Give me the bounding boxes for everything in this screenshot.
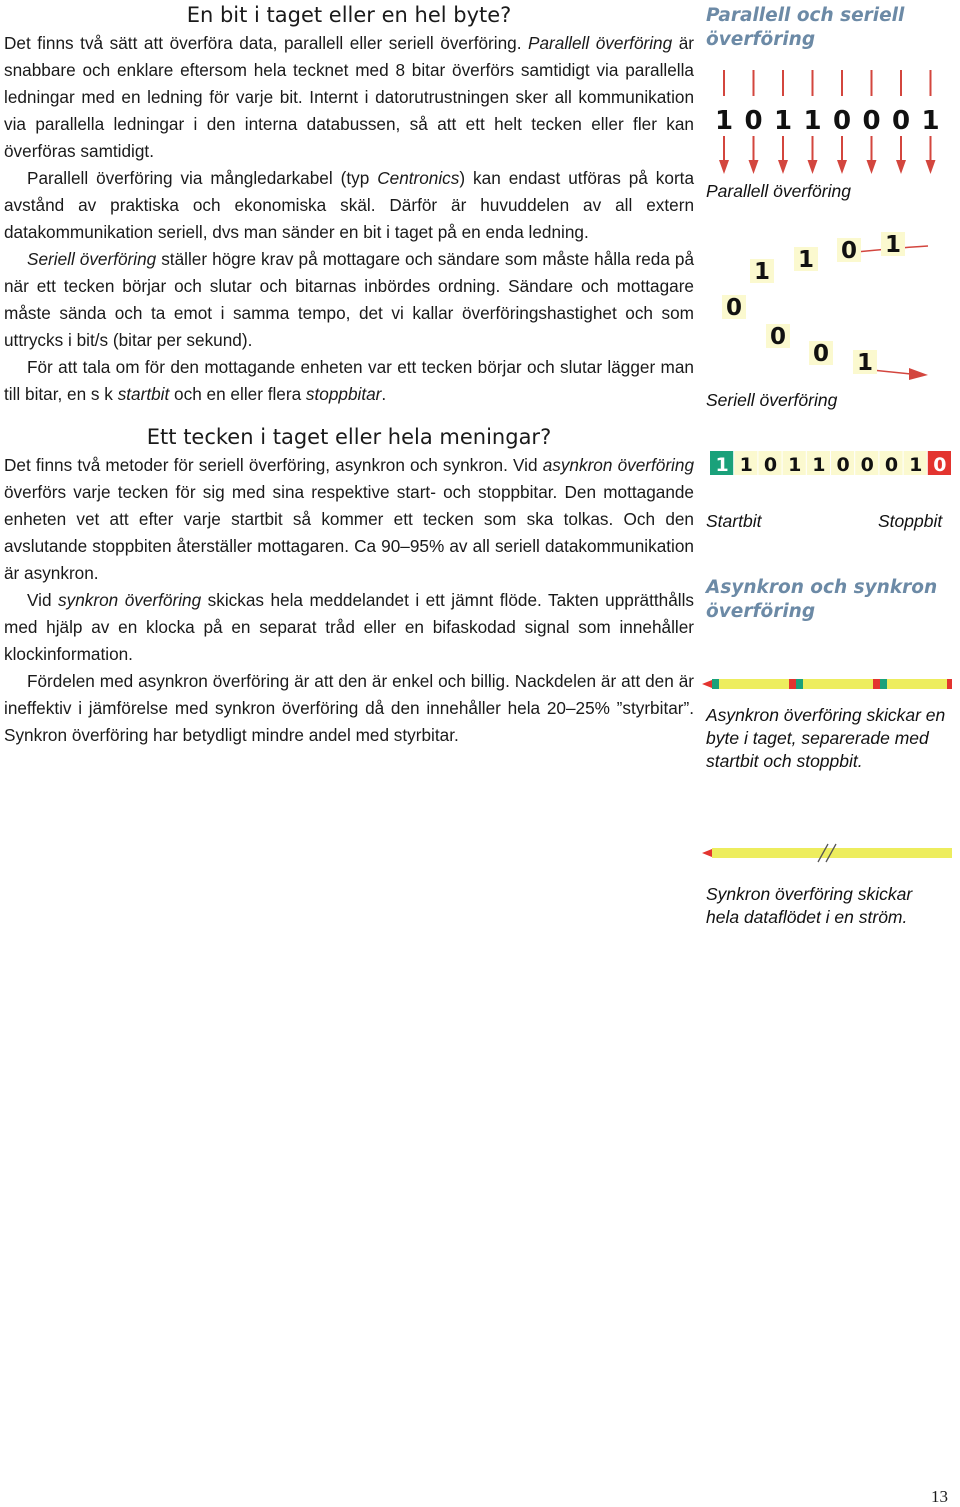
parallel-bit: 0 — [862, 106, 881, 136]
async-stream — [700, 676, 952, 692]
text-run: ) kan endast utföras på korta avstånd av praktiska och ekonomiska skäl. Därför är huvuddelen av all extern datakommunikation seriell, dvs man sänder en bit i taget på en enda ledning. — [4, 168, 694, 242]
arrow-head — [808, 160, 818, 174]
arrow-head — [896, 160, 906, 174]
serial-caption: Seriell överföring — [706, 390, 838, 410]
serial-bit: 0 — [840, 238, 858, 264]
text-run: Vid — [27, 590, 59, 610]
frame-bit: 1 — [788, 454, 802, 476]
stoppbit-label: Stoppbit — [878, 511, 943, 531]
serial-bit: 0 — [812, 341, 830, 367]
arrow-head — [837, 160, 847, 174]
paragraph-6 — [4, 587, 694, 668]
serial-bit: 0 — [769, 324, 787, 350]
serial-bit: 1 — [753, 259, 771, 285]
text-run: Parallell överföring via mångledarkabel (typ — [27, 168, 378, 188]
parallel-bit: 0 — [832, 106, 852, 136]
text-run-italic: Centronics — [377, 168, 460, 188]
paragraph-3 — [4, 246, 694, 354]
stop-marker — [873, 679, 880, 689]
serial-bit: 1 — [884, 232, 902, 258]
sidebar-heading-2: Asynkron och synkron överföring — [706, 577, 938, 622]
parallel-bit: 1 — [921, 106, 940, 136]
stop-marker — [789, 679, 796, 689]
paragraph-1 — [4, 30, 694, 165]
paragraph-7 — [4, 668, 694, 749]
sync-stream-segments — [702, 844, 952, 862]
section-heading-1: En bit i taget eller en hel byte? — [186, 3, 512, 27]
text-run: skickas hela meddelandet i ett jämnt flöde. Takten upprätthålls med hjälp av en klocka på en separat tråd eller en bifaskodad signal som innehåller klockinformation. — [4, 590, 694, 664]
text-run-italic: startbit — [117, 384, 170, 404]
serial-bit: 0 — [725, 295, 743, 321]
parallel-caption: Parallell överföring — [706, 181, 851, 201]
text-run: överförs varje tecken för sig med sina respektive start- och stoppbitar. Den mottagande enheten vet att efter varje startbit så kommer ett tecken som ska tolkas. Och den avslutande stoppbiten återställer mottagaren. Ca 90–95% av all seriell datakommunikation är asynkron. — [4, 482, 694, 583]
parallel-bit: 1 — [773, 106, 793, 136]
serial-bit: 1 — [797, 247, 815, 273]
frame-bit: 1 — [909, 454, 923, 476]
text-run: Fördelen med asynkron överföring är att den är enkel och billig. Nackdelen är att den är ineffektiv i jämförelse med synkron överföring då den innehåller hela 20–25% ”styrbitar”. Synkron överföring har betydligt mindre andel med styrbitar. — [4, 671, 694, 745]
serial-diagram — [706, 230, 958, 390]
arrow-head — [926, 160, 936, 174]
page-number: 13 — [931, 1487, 948, 1506]
stream-arrow — [702, 680, 712, 688]
frame-bit: 1 — [812, 454, 826, 476]
frame-bit: 1 — [715, 454, 729, 476]
stream-arrow — [702, 849, 712, 857]
parallel-bits — [715, 70, 940, 174]
frame-bits — [710, 451, 951, 476]
parallel-bit: 1 — [803, 106, 822, 136]
parallel-diagram — [706, 66, 958, 178]
async-caption: Asynkron överföring skickar en byte i taget, separerade med startbit och stoppbit. — [706, 705, 946, 771]
start-marker — [880, 679, 887, 689]
text-run: För att tala om för den mottagande enheten var ett tecken börjar och slutar lägger man till bitar, en s k — [4, 357, 694, 404]
arrow-head — [867, 160, 877, 174]
arrow-head — [909, 368, 928, 380]
text-run: ställer högre krav på mottagare och sändare som måste hålla reda på när ett tecken börjar och slutar och bitarnas inbördes ordning. Sändare och mottagare måste sända och ta emot i samma tempo, det vi kallar överföringshastighet och som uttrycks i bit/s (bitar per sekund). — [4, 249, 694, 350]
frame-bit: 0 — [836, 454, 850, 476]
text-run-italic: Seriell överföring — [27, 249, 157, 269]
main-column — [4, 0, 694, 749]
frame-diagram — [706, 449, 958, 477]
startbit-label: Startbit — [706, 511, 762, 531]
text-run-italic: Parallell överföring — [528, 33, 673, 53]
text-run: och en eller flera — [169, 384, 306, 404]
sync-caption: Synkron överföring skickar hela dataflödet i en ström. — [706, 884, 913, 927]
frame-bit: 0 — [860, 454, 874, 476]
frame-bit: 1 — [739, 454, 753, 476]
start-marker — [796, 679, 803, 689]
text-run-italic: synkron överföring — [58, 590, 202, 610]
parallel-bit: 1 — [714, 106, 734, 136]
async-stream-segments — [702, 679, 952, 689]
start-marker — [712, 679, 719, 689]
frame-bit: 0 — [884, 454, 899, 476]
text-run: Det finns två sätt att överföra data, parallell eller seriell överföring. — [4, 33, 529, 53]
parallel-bit: 0 — [744, 106, 763, 136]
text-run-italic: asynkron överföring — [542, 455, 694, 475]
serial-bit: 1 — [856, 350, 874, 376]
wire-bottom — [872, 370, 911, 374]
parallel-bit: 0 — [891, 106, 911, 136]
sidebar-heading-1: Parallell och seriell överföring — [706, 5, 905, 50]
frame-bit: 0 — [763, 454, 778, 476]
sync-stream — [700, 842, 952, 864]
text-run: Det finns två metoder för seriell överföring, asynkron och synkron. Vid — [4, 455, 543, 475]
paragraph-5 — [4, 452, 694, 587]
frame-bit: 0 — [933, 454, 947, 476]
section-heading-2: Ett tecken i taget eller hela meningar? — [146, 425, 552, 449]
stream-bar — [712, 848, 952, 858]
paragraph-4 — [4, 354, 694, 408]
text-run: är snabbare och enklare eftersom hela tecknet med 8 bitar överförs samtidigt via parallella ledningar med en ledning för varje bit. Internt i datorutrustningen sker all kommunikation via parallella ledningar i den interna databussen, så att ett helt tecken eller fler kan överföras samtidigt. — [4, 33, 695, 161]
arrow-head — [778, 160, 788, 174]
text-run-italic: stoppbitar — [305, 384, 382, 404]
paragraph-2 — [4, 165, 694, 246]
stop-marker — [947, 679, 952, 689]
arrow-head — [749, 160, 759, 174]
stream-bar — [712, 679, 952, 689]
text-run: . — [381, 384, 387, 404]
serial-bits — [722, 232, 928, 380]
arrow-head — [719, 160, 729, 174]
